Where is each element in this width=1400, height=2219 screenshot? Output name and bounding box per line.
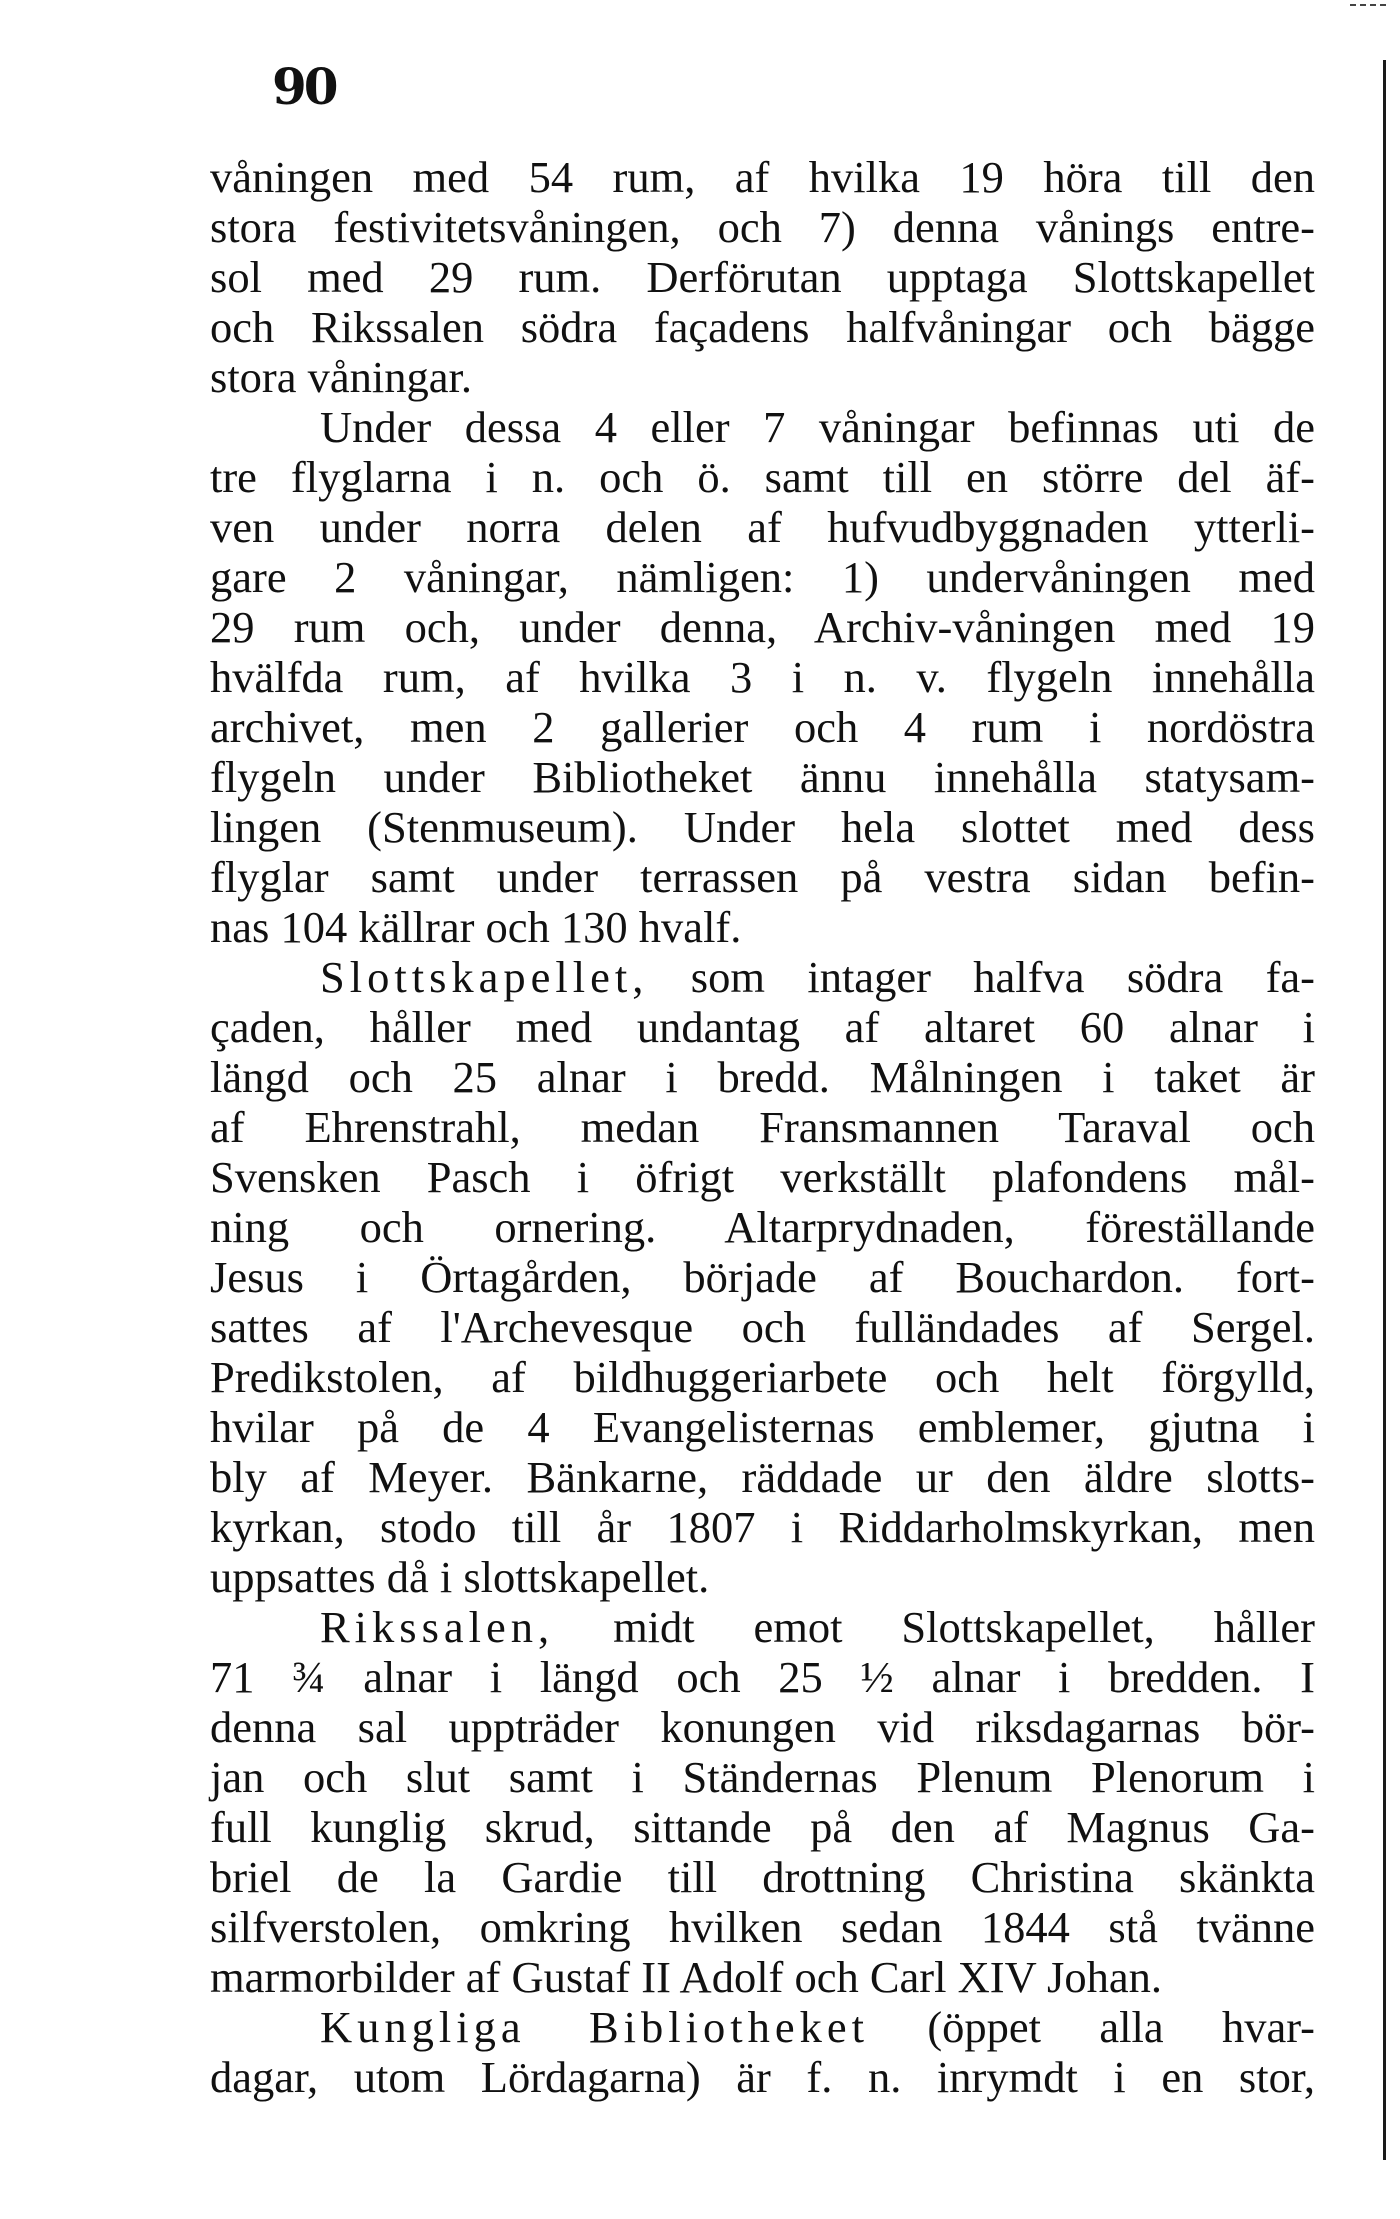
text-line — [210, 1902, 1315, 1952]
text-line — [210, 652, 1315, 702]
text-line — [210, 1602, 1315, 1652]
text-line — [210, 702, 1315, 752]
line-text: hvälfda rum, af hvilka 3 i n. v. flygeln innehålla — [210, 652, 1315, 702]
line-text: midt emot Slottskapellet, håller — [554, 1602, 1315, 1652]
line-text: våningen med 54 rum, af hvilka 19 höra till den — [210, 152, 1315, 202]
line-text: (öppet alla hvar- — [868, 2002, 1315, 2052]
text-line — [210, 1702, 1315, 1752]
line-text: silfverstolen, omkring hvilken sedan 1844 stå tvänne — [210, 1902, 1315, 1952]
line-text: bly af Meyer. Bänkarne, räddade ur den äldre slotts- — [210, 1452, 1315, 1502]
line-text: ven under norra delen af hufvudbyggnaden ytterli- — [210, 502, 1315, 552]
line-text: gare 2 våningar, nämligen: 1) undervåningen med — [210, 552, 1315, 602]
line-text: 71 ¾ alnar i längd och 25 ½ alnar i bredden. I — [210, 1652, 1315, 1702]
text-line — [210, 1252, 1315, 1302]
line-text: archivet, men 2 gallerier och 4 rum i nordöstra — [210, 702, 1315, 752]
line-text: 29 rum och, under denna, Archiv-våningen med 19 — [210, 602, 1315, 652]
line-text: jan och slut samt i Ständernas Plenum Plenorum i — [210, 1752, 1315, 1802]
text-line — [210, 2052, 1315, 2102]
text-line — [210, 1302, 1315, 1352]
text-line — [210, 1052, 1315, 1102]
text-line — [210, 352, 1315, 402]
text-line — [210, 1952, 1315, 2002]
line-text: dagar, utom Lördagarna) är f. n. inrymdt i en stor, — [210, 2052, 1315, 2102]
line-text: Predikstolen, af bildhuggeriarbete och helt förgylld, — [210, 1352, 1315, 1402]
line-text: marmorbilder af Gustaf II Adolf och Carl XIV Johan. — [210, 1952, 1162, 2002]
text-line — [210, 1452, 1315, 1502]
line-text: och Rikssalen södra façadens halfvåningar och bägge — [210, 302, 1315, 352]
text-line — [210, 302, 1315, 352]
line-text: lingen (Stenmuseum). Under hela slottet med dess — [210, 802, 1315, 852]
text-line — [210, 1652, 1315, 1702]
text-line — [210, 1352, 1315, 1402]
line-text: tre flyglarna i n. och ö. samt till en större del äf- — [210, 452, 1315, 502]
line-text: çaden, håller med undantag af altaret 60 alnar i — [210, 1002, 1315, 1052]
corner-mark — [1350, 4, 1386, 9]
body-text — [210, 152, 1315, 2102]
text-line — [210, 452, 1315, 502]
text-line — [210, 202, 1315, 252]
line-text: nas 104 källrar och 130 hvalf. — [210, 902, 742, 952]
line-text: ning och ornering. Altarprydnaden, föreställande — [210, 1202, 1315, 1252]
line-text: flygeln under Bibliotheket ännu innehålla statysam- — [210, 752, 1315, 802]
page-number: 90 — [272, 57, 336, 116]
line-text: Svensken Pasch i öfrigt verkställt plafondens mål- — [210, 1152, 1315, 1202]
text-line — [210, 852, 1315, 902]
section-heading: Slottskapellet, — [320, 952, 649, 1002]
text-line — [210, 152, 1315, 202]
text-line — [210, 402, 1315, 452]
line-text: flyglar samt under terrassen på vestra sidan befin- — [210, 852, 1315, 902]
line-text: denna sal uppträder konungen vid riksdagarnas bör- — [210, 1702, 1315, 1752]
text-line — [210, 502, 1315, 552]
text-line — [210, 1102, 1315, 1152]
text-line — [210, 802, 1315, 852]
text-line — [210, 1002, 1315, 1052]
line-text: briel de la Gardie till drottning Christina skänkta — [210, 1852, 1315, 1902]
text-line — [210, 1152, 1315, 1202]
line-text: längd och 25 alnar i bredd. Målningen i taket är — [210, 1052, 1315, 1102]
page-edge-rule — [1383, 60, 1386, 2160]
text-line — [210, 552, 1315, 602]
line-text: af Ehrenstrahl, medan Fransmannen Taraval och — [210, 1102, 1315, 1152]
line-text: full kunglig skrud, sittande på den af Magnus Ga- — [210, 1802, 1315, 1852]
line-text: stora våningar. — [210, 352, 472, 402]
section-heading: Rikssalen, — [320, 1602, 555, 1652]
section-heading: Kungliga Bibliotheket — [320, 2002, 869, 2052]
text-line — [210, 1502, 1315, 1552]
text-line — [210, 1802, 1315, 1852]
text-line — [210, 902, 1315, 952]
line-text: hvilar på de 4 Evangelisternas emblemer, gjutna i — [210, 1402, 1315, 1452]
line-text: Under dessa 4 eller 7 våningar befinnas uti de — [320, 402, 1315, 452]
text-line — [210, 1402, 1315, 1452]
text-line — [210, 1852, 1315, 1902]
line-text: sol med 29 rum. Derförutan upptaga Slottskapellet — [210, 252, 1315, 302]
text-line — [210, 252, 1315, 302]
line-text: sattes af l'Archevesque och fulländades af Sergel. — [210, 1302, 1315, 1352]
line-text: Jesus i Örtagården, började af Bouchardon. fort- — [210, 1252, 1315, 1302]
line-text: stora festivitetsvåningen, och 7) denna vånings entre- — [210, 202, 1315, 252]
text-line — [210, 1752, 1315, 1802]
text-line — [210, 602, 1315, 652]
line-text: kyrkan, stodo till år 1807 i Riddarholmskyrkan, men — [210, 1502, 1315, 1552]
text-line — [210, 752, 1315, 802]
text-line — [210, 2002, 1315, 2052]
text-line — [210, 1202, 1315, 1252]
line-text: som intager halfva södra fa- — [648, 952, 1315, 1002]
line-text: uppsattes då i slottskapellet. — [210, 1552, 710, 1602]
text-line — [210, 1552, 1315, 1602]
text-line — [210, 952, 1315, 1002]
